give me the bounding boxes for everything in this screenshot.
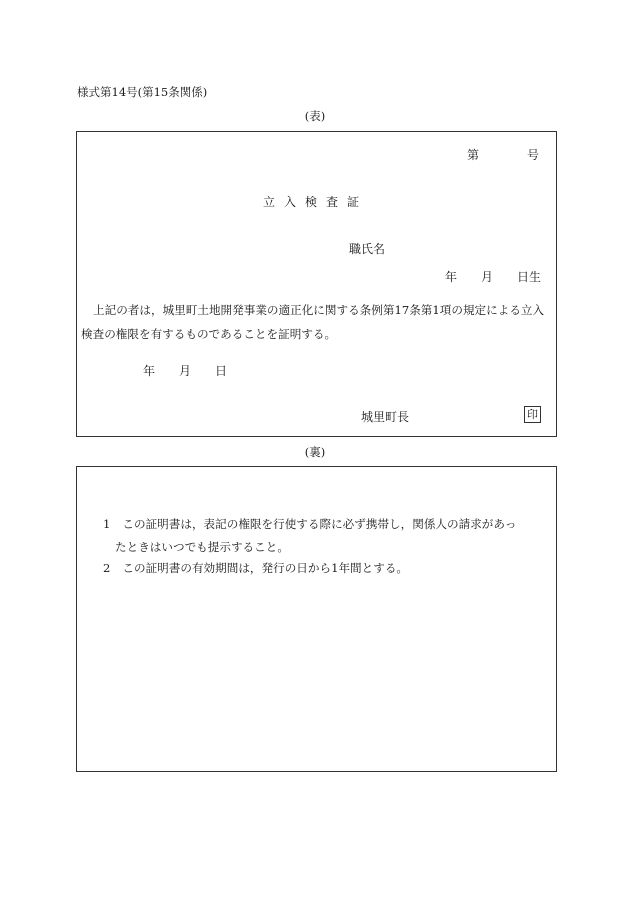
form-number-label: 様式第14号(第15条関係): [77, 85, 208, 99]
name-label: 職氏名: [349, 242, 386, 256]
certificate-number-prefix: 第: [467, 148, 480, 162]
issuer-name: 城里町長: [361, 410, 410, 424]
certificate-number-suffix: 号: [527, 148, 540, 162]
note-1-number: 1: [103, 517, 111, 531]
dob-day: 日生: [517, 270, 542, 284]
back-side-label: (裏): [304, 445, 326, 459]
date-of-birth-line: [445, 268, 541, 285]
note-2-number: 2: [103, 561, 111, 575]
front-side-label: (表): [304, 109, 326, 123]
certification-statement: 上記の者は，城里町土地開発事業の適正化に関する条例第17条第1項の規定による立入検査の権限を有するものであることを証明する。: [81, 303, 545, 341]
seal-stamp: 印: [524, 406, 541, 423]
date-day: 日: [215, 364, 228, 378]
certificate-title: 立入検査証: [263, 195, 369, 209]
dob-year: 年: [445, 270, 458, 284]
date-month: 月: [179, 364, 192, 378]
issue-date-line: [143, 362, 227, 379]
note-1-line-2: たときはいつでも提示すること。: [115, 540, 289, 554]
note-1-line-1: この証明書は，表記の権限を行使する際に必ず携帯し，関係人の請求があっ: [122, 517, 517, 531]
note-item-1: [103, 513, 533, 559]
date-year: 年: [143, 364, 156, 378]
note-2-text: この証明書の有効期間は，発行の日から1年間とする。: [122, 561, 409, 575]
note-item-2: [103, 560, 408, 576]
certificate-back: [76, 466, 557, 772]
dob-month: 月: [481, 270, 494, 284]
